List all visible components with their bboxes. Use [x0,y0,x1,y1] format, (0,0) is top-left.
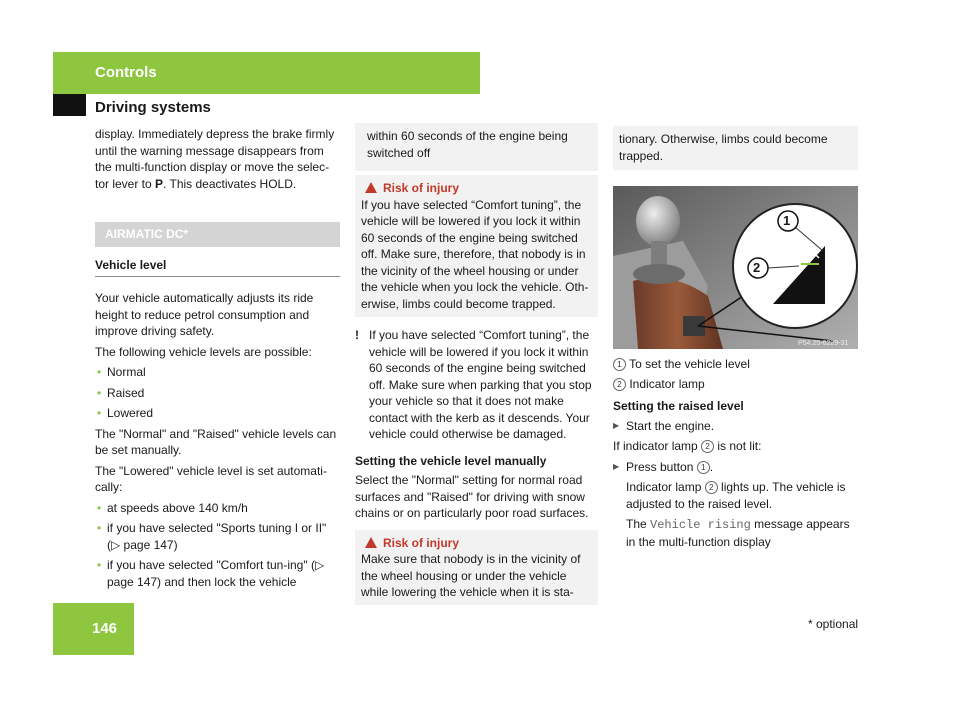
list-item: • at speeds above 140 km/h [95,500,340,517]
step-item: ▶ Start the engine. [613,418,858,435]
body-text: The "Lowered" vehicle level is set automati-cally: [95,463,327,494]
legend-item: 2 Indicator lamp [613,376,858,393]
section-band: AIRMATIC DC* [95,222,340,247]
list-item: • Normal [95,364,340,381]
body-text: The following vehicle levels are possible: [95,344,312,359]
warning-text: If you have selected “Comfort tuning”, the vehicle will be lowered if you lock it within 60 seconds of the engine being switched off. Make sure, therefore, that nobody is in the vicinity of the wheel housing or under the vehicle when you lock the vehicle. Oth-erwise, limbs could become trapped. [361,197,589,311]
circle-1-icon: 1 [613,358,626,371]
warning-triangle-icon [365,537,377,548]
manual-setting-heading: Setting the vehicle level manually [355,453,547,468]
result-text: The Vehicle rising message appears in the multi-function display [626,517,850,549]
chapter-marker [53,94,86,116]
warning-heading: Risk of injury [361,180,592,197]
section-title: Controls [95,64,157,81]
list-item: • if you have selected "Sports tuning I or II" (▷ page 147) [95,520,340,553]
note [355,327,598,443]
circle-2-icon: 2 [705,481,718,494]
console-illustration [613,186,858,349]
column-1 [95,126,340,594]
body-text: Select the "Normal" setting for normal road surfaces and "Raised" for driving with snow chains or on particularly poor road surfaces. [355,473,589,520]
result-text: Indicator lamp 2 lights up. The vehicle is adjusted to the raised level. [626,480,846,511]
circle-2-icon: 2 [613,378,626,391]
list-item: • Lowered [95,405,340,422]
callout-1: 1 [783,213,791,228]
callout-2: 2 [753,260,761,275]
warning-continuation: within 60 seconds of the engine being switched off [355,123,598,171]
image-code: P54.25-6229-31 [798,340,849,347]
step-item: ▶ Press button 1 . [613,459,858,476]
list-item: • if you have selected "Comfort tun-ing" (▷ page 147) and then lock the vehicle [95,557,340,590]
condition-text: If indicator lamp 2 is not lit: [613,439,762,453]
warning-continuation: tionary. Otherwise, limbs could become trapped. [613,126,858,170]
chapter-title: Driving systems [95,99,211,116]
raised-level-heading: Setting the raised level [613,399,744,413]
warning-triangle-icon [365,182,377,193]
circle-2-icon: 2 [701,440,714,453]
legend-item: 1 To set the vehicle level [613,356,858,373]
body-text: Your vehicle automatically adjusts its ride height to reduce petrol consumption and improve driving safety. [95,291,314,338]
page-number: 146 [92,620,118,637]
vehicle-level-heading: Vehicle level [95,257,340,278]
warning-text: Make sure that nobody is in the vicinity of the wheel housing or under the vehicle while lowering the vehicle when it is sta- [361,552,581,599]
column-3 [613,126,858,554]
warning-box [355,175,598,317]
exclamation-icon: ! [355,328,359,342]
console-photo [613,186,858,349]
column-2 [355,126,598,605]
list-item: • Raised [95,385,340,402]
warning-box [355,530,598,605]
intro-paragraph: display. Immediately depress the brake firmly until the warning message disappears from the multi-function display or move the selec-tor lever to P. This deactivates HOLD. [95,127,335,191]
note-text: If you have selected “Comfort tuning”, the vehicle will be lowered if you lock it within 60 seconds of the engine being switched off. Make sure when parking that you stop your vehicle so that it does not make contact with the kerb as it descends. Your vehicle could otherwise be damaged. [369,328,592,441]
footnote: * optional [808,617,859,631]
warning-heading: Risk of injury [361,535,592,552]
circle-1-icon: 1 [697,461,710,474]
display-message: Vehicle rising [650,518,751,532]
body-text: The "Normal" and "Raised" vehicle levels can be set manually. [95,426,337,457]
